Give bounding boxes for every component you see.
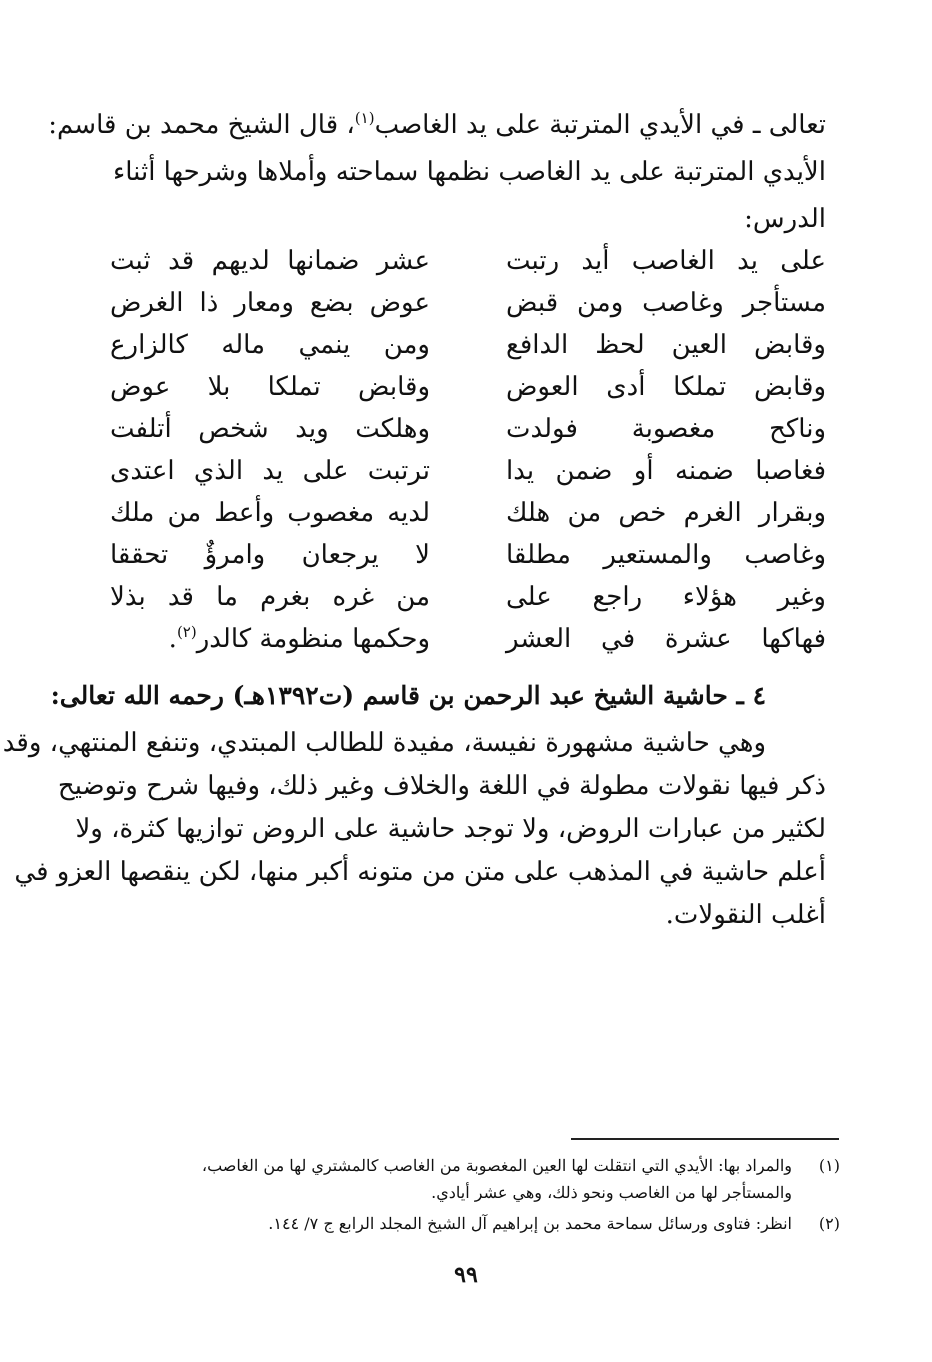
- page-number: ٩٩: [454, 1262, 478, 1288]
- verse-second-hemistich: وقابض تملكا بلا عوض: [110, 372, 430, 402]
- intro-line: الأيدي المترتبة على يد الغاصب نظمها سماحته وأملاها وشرحها أثناء: [112, 157, 826, 187]
- verse: [110, 576, 826, 618]
- body-paragraph: [2, 722, 826, 937]
- intro-paragraph: [48, 102, 826, 243]
- verse-second-hemistich: وهلكت ويد شخص أتلفت: [110, 414, 430, 444]
- body-line: لكثير من عبارات الروض، ولا توجد حاشية على الروض توازيها كثرة، ولا: [75, 814, 826, 844]
- verse-second-hemistich: لديه مغصوب وأعط من ملك: [110, 498, 430, 528]
- verse: [110, 324, 826, 366]
- verse: [110, 240, 826, 282]
- verse-second-hemistich: وحكمها منظومة كالدر$^{(٢)}$.: [168, 623, 430, 654]
- verse-second-hemistich: لا يرجعان وامرؤٌ تحققا: [110, 540, 430, 570]
- body-line: أغلب النقولات.: [665, 900, 826, 930]
- footnote-ref-2: (٢): [176, 623, 197, 641]
- verse-second-hemistich: عوض بضع ومعار ذا الغرض: [110, 288, 430, 318]
- footnote-text: انظر: فتاوى ورسائل سماحة محمد بن إبراهيم آل الشيخ المجلد الرابع ج ٧/ ١٤٤.: [268, 1214, 792, 1233]
- verse: [110, 450, 826, 492]
- section-heading: ٤ ـ حاشية الشيخ عبد الرحمن بن قاسم (ت١٣٩٢هـ) رحمه الله تعالى:: [50, 681, 766, 710]
- verse: [110, 492, 826, 534]
- body-line: أعلم حاشية في المذهب على متن من متونه أكبر منها، لكن ينقصها العزو في: [14, 857, 826, 887]
- verse-first-hemistich: على يد الغاصب أيد رتبت: [506, 246, 826, 276]
- verse-second-hemistich: ومن ينمي ماله كالزارع: [110, 330, 430, 360]
- verse: [110, 282, 826, 324]
- verse-first-hemistich: فهاكها عشرة في العشر: [506, 624, 826, 654]
- body-line: ذكر فيها نقولات مطولة في اللغة والخلاف وغير ذلك، وفيها شرح وتوضيح: [57, 771, 826, 801]
- verse-first-hemistich: وقابض تملكا أدى العوض: [506, 372, 826, 402]
- footnote-number: (٢): [818, 1214, 840, 1233]
- verse: [110, 618, 826, 660]
- verse-first-hemistich: وبقرار الغرم خص من هلك: [506, 498, 826, 528]
- verse: [110, 408, 826, 450]
- verse-second-hemistich: ترتبت على يد الذي اعتدى: [110, 456, 430, 486]
- verse-first-hemistich: وناكح مغصوبة فولدت: [506, 414, 826, 444]
- verse: [110, 534, 826, 576]
- intro-line: تعالى ـ في الأيدي المترتبة على يد الغاصب$^{(١)}$، قال الشيخ محمد بن قاسم:: [48, 109, 826, 140]
- verse: [110, 366, 826, 408]
- footnote-divider: [571, 1138, 839, 1140]
- footnote-text: والمراد بها: الأيدي التي انتقلت لها العين المغصوبة من الغاصب كالمشتري لها من الغاصب، والمستأجر لها من الغاصب ونحو ذلك، وهي عشر أيادي.: [201, 1156, 792, 1202]
- intro-line: الدرس:: [744, 204, 826, 234]
- footnote-1: [100, 1152, 840, 1206]
- verse-second-hemistich: من غره بغرم ما قد بذلا: [110, 582, 430, 612]
- footnotes: [100, 1152, 840, 1237]
- verse-second-hemistich: عشر ضمانها لديهم قد ثبت: [110, 246, 430, 276]
- verse-first-hemistich: مستأجر وغاصب ومن قبض: [506, 288, 826, 318]
- verse-first-hemistich: وغير هؤلاء راجع على: [506, 582, 826, 612]
- poem: [110, 240, 826, 660]
- verse-first-hemistich: وقابض العين لحظ الدافع: [506, 330, 826, 360]
- footnote-ref-1: (١): [354, 109, 375, 127]
- footnote-2: [100, 1210, 840, 1237]
- verse-first-hemistich: فغاصبا ضمنه أو ضمن يدا: [506, 456, 826, 486]
- verse-first-hemistich: وغاصب والمستعير مطلقا: [506, 540, 826, 570]
- body-line: وهي حاشية مشهورة نفيسة، مفيدة للطالب المبتدي، وتنفع المنتهي، وقد: [2, 728, 766, 758]
- footnote-number: (١): [818, 1156, 840, 1175]
